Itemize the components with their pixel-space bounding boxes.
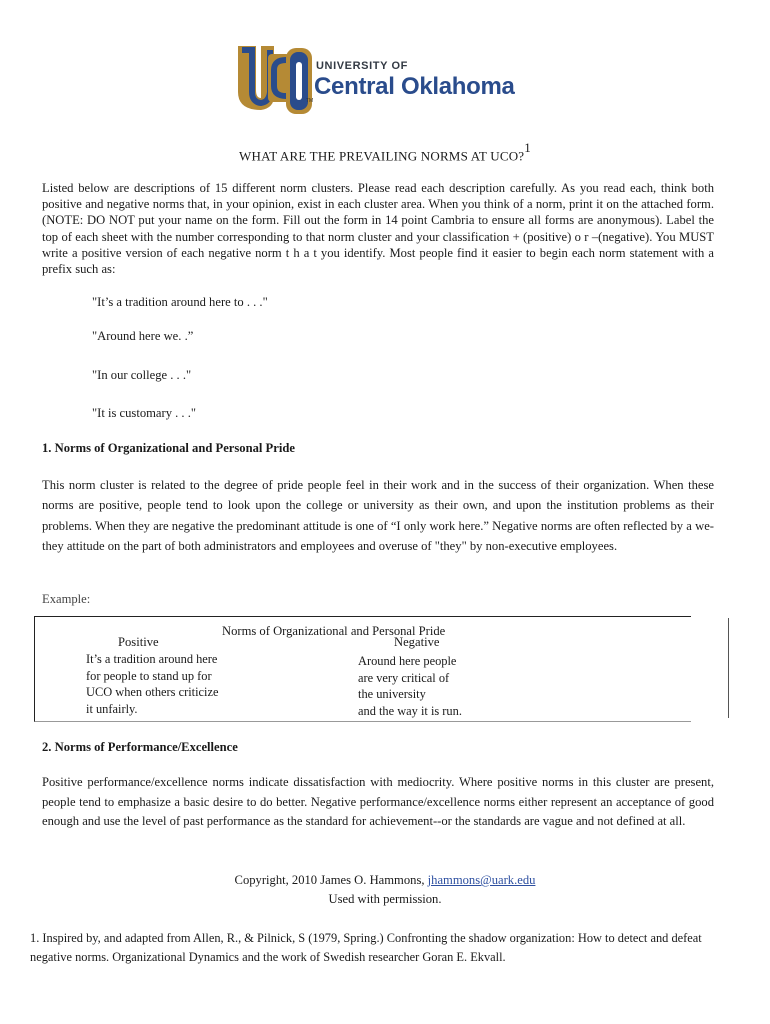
uco-monogram-icon <box>234 40 314 120</box>
negative-example-line: Around here people <box>358 654 457 668</box>
title-text: WHAT ARE THE PREVAILING NORMS AT UCO? <box>239 148 525 164</box>
negative-example-line: the university <box>358 687 426 701</box>
negative-example-line: and the way it is run. <box>358 703 462 718</box>
footnote: 1. Inspired by, and adapted from Allen, R., & Pilnick, S (1979, Spring.) Confronting the shadow organization: How to detect and defeat negative norms. Organizational Dynamics and the work of Swedish researcher Goran E. Ekvall. <box>30 931 702 964</box>
logo-name: Central Oklahoma <box>314 73 515 100</box>
prefix-example: "In our college . . ." <box>92 368 192 382</box>
example-table-right-border <box>728 618 729 718</box>
copyright-text: Copyright, 2010 James O. Hammons, <box>234 873 425 887</box>
permission-text: Used with permission. <box>328 892 442 906</box>
page-title <box>0 140 770 164</box>
author-email-link[interactable]: jhammons@uark.edu <box>427 873 536 887</box>
positive-example-line: it unfairly. <box>86 701 138 716</box>
negative-example-line: are very critical of <box>358 670 450 685</box>
prefix-example: "It’s a tradition around here to . . ." <box>92 295 268 309</box>
section-1-heading: 1. Norms of Organizational and Personal Pride <box>42 441 295 455</box>
positive-example-line: It’s a tradition around here <box>86 652 218 666</box>
positive-column-header: Positive <box>118 635 159 649</box>
intro-paragraph: Listed below are descriptions of 15 different norm clusters. Please read each description carefully. As you read each, think both positive and negative norms that, in your opinion, exist in each cluster area. When you think of a norm, print it on the attached form. (NOTE: DO NOT put your name on the form. Fill out the form in 14 point Cambria to ensure all forms are anonymous). Label the top of each sheet with the number corresponding to that norm cluster and your classification + (positive) o r –(negative). You MUST write a positive version of each negative norm t h a t you identify. Most people find it easier to begin each norm statement with a prefix such as: <box>42 181 714 277</box>
example-table-title: Norms of Organizational and Personal Pride <box>222 624 446 638</box>
uco-logo <box>234 40 544 120</box>
logo-university-of: UNIVERSITY OF <box>316 60 408 72</box>
copyright-block <box>0 871 770 909</box>
title-footnote-mark: 1 <box>524 140 531 155</box>
prefix-example: "Around here we. .” <box>92 329 194 343</box>
section-2-heading: 2. Norms of Performance/Excellence <box>42 740 238 754</box>
prefix-example: "It is customary . . ." <box>92 406 197 420</box>
logo-trademark: TM <box>306 98 314 104</box>
section-2-body: Positive performance/excellence norms indicate dissatisfaction with mediocrity. Where positive norms in this cluster are present, people tend to emphasize a basic desire to do better. Negative performance/excellence norms either represent an acceptance of good enough and use the level of past performance as the standard for achievement--or the standards are vague and not defined at all. <box>42 775 714 829</box>
positive-example-line: for people to stand up for <box>86 668 212 683</box>
negative-column-header: Negative <box>394 635 440 649</box>
section-1-body: This norm cluster is related to the degree of pride people feel in their work and in the success of their organization. When these norms are positive, people tend to look upon the college or university as their own, and upon the institution problems as their problems. When they are negative the predominant attitude is one of “I only work here.” Negative norms are often reflected by a we-they attitude on the part of both administrators and employees and overuse of "they" by non-executive employees. <box>42 478 714 553</box>
example-label: Example: <box>42 592 91 606</box>
negative-example <box>358 653 558 719</box>
positive-example-line: UCO when others criticize <box>86 685 219 699</box>
positive-example <box>86 651 286 717</box>
